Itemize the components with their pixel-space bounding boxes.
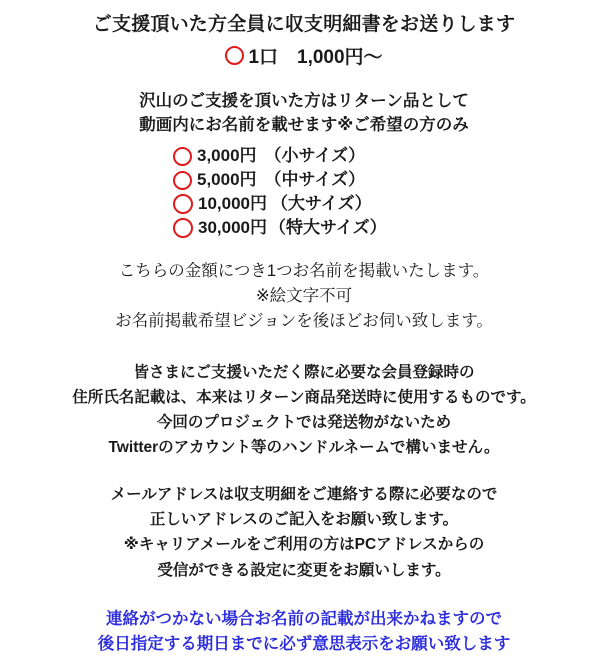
section-email-info: [10, 482, 598, 582]
name-listing-line-3: お名前掲載希望ビジョンを後ほどお伺い致します。: [115, 311, 493, 330]
tier-size: （大サイズ）: [271, 194, 372, 214]
deadline-warning-line-2: 後日指定する期日までに必ず意思表示をお願い致します: [97, 635, 511, 654]
circle-bullet-icon: [225, 46, 244, 65]
tier-row: [173, 216, 435, 240]
tier-row: [173, 144, 435, 168]
section-deadline-warning: [10, 607, 598, 658]
circle-bullet-icon: [173, 171, 192, 190]
registration-line-2: 住所氏名記載は、本来はリターン商品発送時に使用するものです。: [72, 388, 536, 406]
support-notice-title: ご支援頂いた方全員に収支明細書をお送りします: [92, 14, 516, 35]
email-line-4: 受信ができる設定に変更をお願いします。: [157, 561, 451, 579]
section-name-listing-rules: [10, 259, 598, 334]
circle-bullet-icon: [173, 218, 193, 238]
support-price-label: 1口 1,000円〜: [248, 47, 383, 69]
circle-bullet-icon: [173, 147, 192, 166]
support-price-row: [10, 45, 598, 70]
name-listing-line-2: ※絵文字不可: [255, 286, 353, 305]
tier-list: [10, 144, 598, 241]
tier-size: （小サイズ）: [264, 146, 366, 165]
tier-amount: 3,000円: [197, 146, 257, 165]
tier-row: [173, 168, 435, 192]
section-support-notice: [10, 12, 598, 70]
tier-amount: 5,000円: [197, 170, 257, 190]
deadline-warning-line-1: 連絡がつかない場合お名前の記載が出来かねますので: [106, 609, 502, 628]
registration-line-1: 皆さまにご支援いただく際に必要な会員登録時の: [133, 363, 475, 381]
name-listing-line-1: こちらの金額につき1つお名前を掲載いたします。: [118, 261, 490, 280]
return-names-line-2: 動画内にお名前を載せます※ご希望の方のみ: [139, 116, 469, 135]
registration-line-3: 今回のプロジェクトでは発送物がないため: [156, 413, 452, 431]
tier-amount: 10,000円: [198, 194, 267, 214]
section-return-names: [10, 90, 598, 240]
section-registration-info: [10, 360, 598, 460]
email-line-2: 正しいアドレスのご記入をお願い致します。: [149, 511, 459, 529]
tier-row: [173, 192, 435, 216]
tier-size: （中サイズ）: [264, 170, 366, 190]
registration-line-4: Twitterのアカウント等のハンドルネームで構いません。: [108, 439, 500, 457]
tier-size: （特大サイズ）: [269, 218, 387, 238]
tier-amount: 30,000円: [198, 218, 267, 238]
email-line-3: ※キャリアメールをご利用の方はPCアドレスからの: [123, 536, 485, 554]
return-names-line-1: 沢山のご支援を頂いた方はリターン品として: [139, 92, 469, 111]
circle-bullet-icon: [173, 194, 193, 214]
email-line-1: メールアドレスは収支明細をご連絡する際に必要なので: [110, 486, 498, 504]
